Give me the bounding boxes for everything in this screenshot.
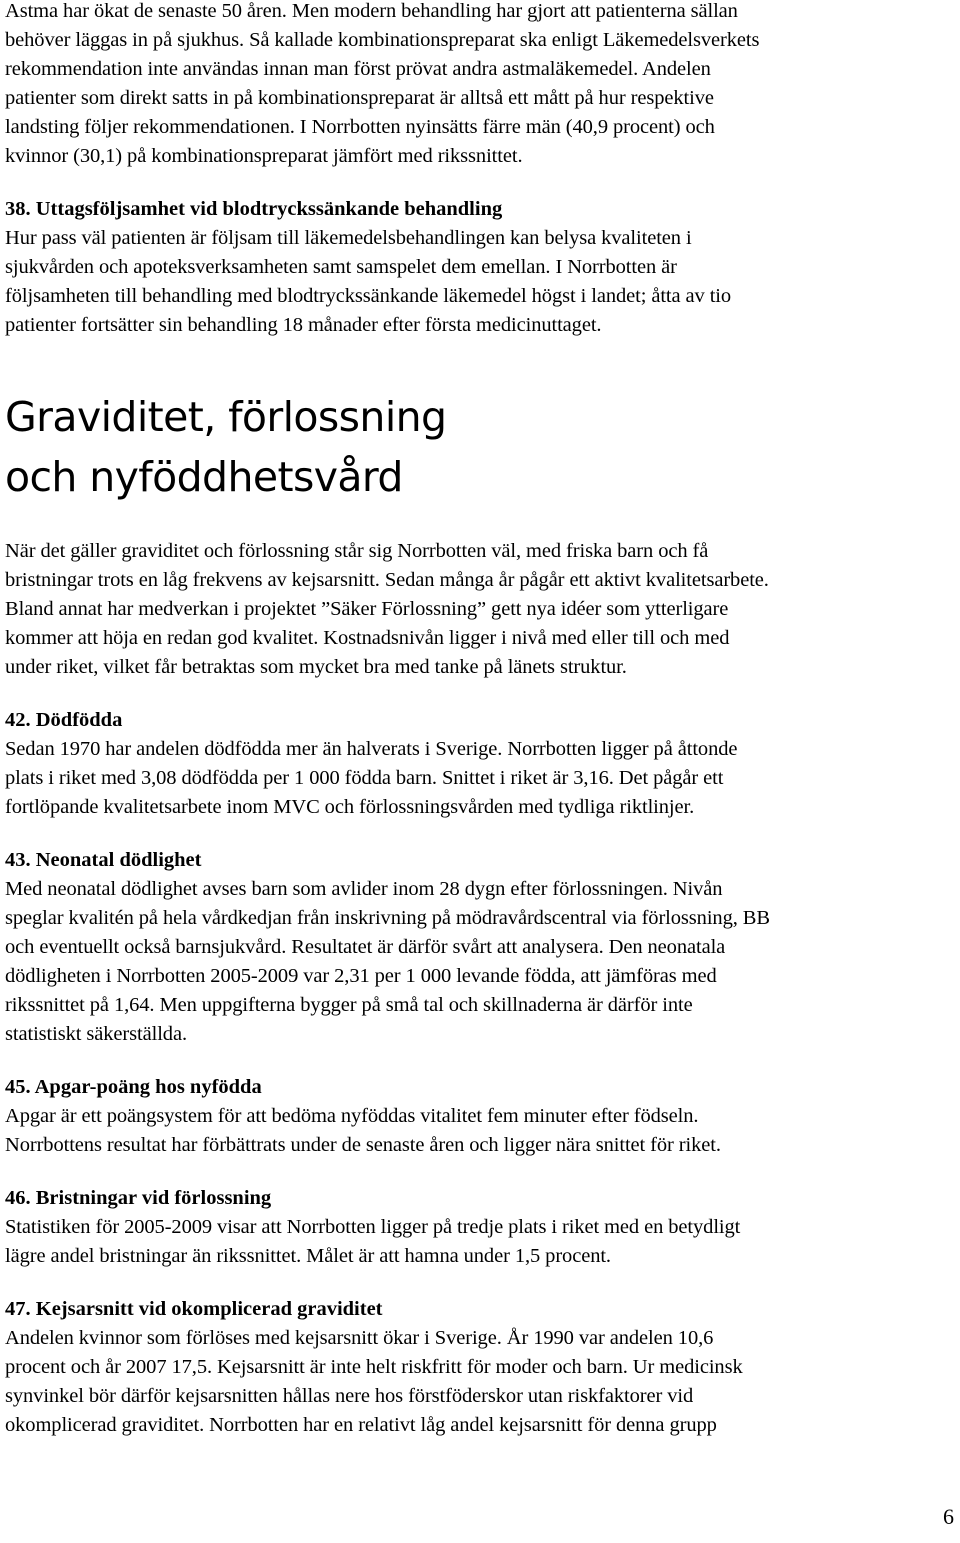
section-38 — [5, 195, 960, 340]
section-38-title: 38. Uttagsföljsamhet vid blodtryckssänkande behandling — [5, 198, 503, 220]
section-42-body: Sedan 1970 har andelen dödfödda mer än halverats i Sverige. Norrbotten ligger på åttonde plats i riket med 3,08 dödfödda per 1 000 födda barn. Snittet i riket är 3,16. Det pågår ett fortlöpande kvalitetsarbete inom MVC och förlossningsvården med tydliga riktlinjer. — [5, 738, 738, 818]
section-47-title: 47. Kejsarsnitt vid okomplicerad graviditet — [5, 1298, 383, 1320]
section-46-body: Statistiken för 2005-2009 visar att Norrbotten ligger på tredje plats i riket med en betydligt lägre andel bristningar än rikssnittet. Målet är att hamna under 1,5 procent. — [5, 1216, 741, 1267]
section-42 — [5, 706, 960, 822]
section-46-title: 46. Bristningar vid förlossning — [5, 1187, 272, 1209]
section-47 — [5, 1295, 960, 1440]
document-page — [5, 0, 960, 1440]
chapter-intro-paragraph: När det gäller graviditet och förlossning står sig Norrbotten väl, med friska barn och få bristningar trots en låg frekvens av kejsarsnitt. Sedan många år pågår ett aktivt kvalitetsarbete. Bland annat har medverkan i projektet ”Säker Förlossning” gett nya idéer som ytterligare kommer att höja en redan god kvalitet. Kostnadsnivån ligger i nivå med eller till och med under riket, vilket får betraktas som mycket bra med tanke på länets struktur. — [5, 540, 769, 678]
section-43-body: Med neonatal dödlighet avses barn som avlider inom 28 dygn efter förlossningen. Nivån speglar kvalitén på hela vårdkedjan från inskrivning på mödravårdscentral via förlossning, BB och eventuellt också barnsjukvård. Resultatet är därför svårt att analysera. Den neonatala dödligheten i Norrbotten 2005-2009 var 2,31 per 1 000 levande födda, att jämföras med rikssnittet på 1,64. Men uppgifterna bygger på små tal och skillnaderna är därför inte statistiskt säkerställda. — [5, 878, 770, 1045]
section-45-title: 45. Apgar-poäng hos nyfödda — [5, 1076, 262, 1098]
intro-paragraph: Astma har ökat de senaste 50 åren. Men modern behandling har gjort att patienterna sällan behöver läggas in på sjukhus. Så kallade kombinationspreparat ska enligt Läkemedelsverkets rekommendation inte användas innan man först prövat andra astmaläkemedel. Andelen patienter som direkt satts in på kombinationspreparat är alltså ett mått på hur respektive landsting följer rekommendationen. I Norrbotten nyinsätts färre män (40,9 procent) och kvinnor (30,1) på kombinationspreparat jämfört med rikssnittet. — [5, 0, 760, 167]
section-45-body: Apgar är ett poängsystem för att bedöma nyföddas vitalitet fem minuter efter födseln. Norrbottens resultat har förbättrats under de senaste åren och ligger nära snittet för riket. — [5, 1105, 721, 1156]
page-number: 6 — [943, 1504, 954, 1529]
section-38-body: Hur pass väl patienten är följsam till läkemedelsbehandlingen kan belysa kvaliteten i sjukvården och apoteksverksamheten samt samspelet dem emellan. I Norrbotten är följsamheten till behandling med blodtryckssänkande läkemedel högst i landet; åtta av tio patienter fortsätter sin behandling 18 månader efter första medicinuttaget. — [5, 227, 732, 336]
section-43-title: 43. Neonatal dödlighet — [5, 849, 202, 871]
section-45 — [5, 1073, 960, 1160]
section-43 — [5, 846, 960, 1049]
section-42-title: 42. Dödfödda — [5, 709, 123, 731]
chapter-heading: Graviditet, förlossning och nyföddhetsvård — [5, 393, 447, 501]
section-46 — [5, 1184, 960, 1271]
section-47-body: Andelen kvinnor som förlöses med kejsarsnitt ökar i Sverige. År 1990 var andelen 10,6 procent och år 2007 17,5. Kejsarsnitt är inte helt riskfritt för moder och barn. Ur medicinsk synvinkel bör därför kejsarsnitten hållas nere hos förstföderskor utan riskfaktorer vid okomplicerad graviditet. Norrbotten har en relativt låg andel kejsarsnitt för denna grupp — [5, 1327, 743, 1436]
